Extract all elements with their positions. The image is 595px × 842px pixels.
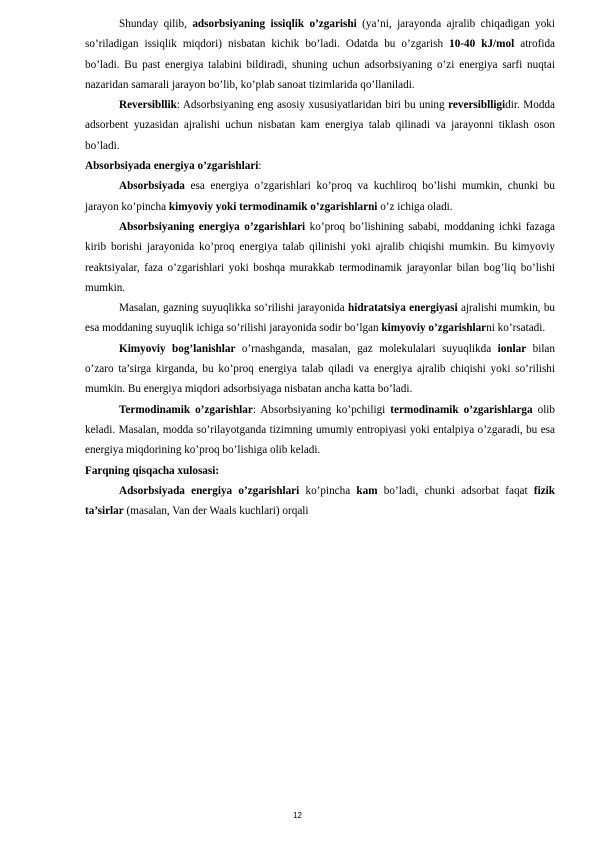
text-run: Shunday qilib,	[119, 18, 193, 30]
text-run: : Adsorbsiyaning eng asosiy xususiyatlaridan biri bu uning	[176, 99, 449, 112]
text-run: atrofida bo’ladi. Bu past energiya talabini bildiradi, shuning uchun adsorbsiyaning o’zi energiya sarfi nuqtai nazaridan samarali jarayon bo’lib, ko’plab sanoat tizimlarida qo’llaniladi.	[85, 38, 556, 91]
text-run: : Absorbsiyaning ko’pchiligi	[252, 403, 391, 416]
bold-term: Absorbsiyaning energiya o’zgarishlari	[119, 220, 306, 233]
text-run: Masalan, gazning suyuqlikka so’rilishi jarayonida	[119, 302, 348, 315]
body-paragraph	[85, 298, 555, 339]
document-page	[85, 14, 555, 521]
page-number: 12	[293, 811, 302, 820]
bold-term: ionlar	[497, 342, 527, 355]
bold-term: Absorbsiyada energiya o’zgarishlari	[85, 160, 259, 173]
body-paragraph	[85, 481, 555, 522]
bold-term: termodinamik o’zgarishlarga	[390, 403, 533, 416]
bold-term: Adsorbsiyada energiya o’zgarishlari	[119, 484, 300, 497]
bold-term: reversiblligi	[448, 99, 506, 112]
text-run: bo’ladi, chunki adsorbat faqat	[377, 484, 534, 497]
bold-term: kam	[356, 484, 378, 497]
body-paragraph	[85, 14, 555, 95]
bold-term: kimyoviy yoki termodinamik o’zgarishlarni	[168, 200, 378, 213]
bold-term: adsorbsiyaning issiqlik o’zgarishi	[192, 18, 357, 30]
section-heading	[85, 156, 555, 176]
text-run: olib keladi. Masalan, modda so’rilayotganda tizimning umumiy entropiyasi yoki entalpiya o’zgaradi, bu esa energiya miqdorining ko’proq bo’lishiga olib keladi.	[85, 403, 556, 457]
bold-term: hidratatsiya energiyasi	[347, 302, 458, 315]
body-paragraph	[85, 95, 555, 156]
bold-term: kimyoviy o’zgarishlar	[381, 322, 487, 335]
bold-term: 10-40 kJ/mol	[449, 38, 515, 51]
text-run: (ya’ni, jarayonda ajralib chiqadigan yoki so’riladigan issiqlik miqdori) nisbatan kichik bo’ladi. Odatda bu o’zgarish	[85, 18, 555, 51]
text-run: ko’proq bo’lishining sababi, moddaning ichki fazaga kirib borishi jarayonida ko’proq energiya talab qilinishi yoki ajralib chiqishi mumkin. Bu kimyoviy reaktsiyalar, faza o’zgarishlari yoki boshqa murakkab termodinamik jarayonlar bilan bog’liq bo’lishi mumkin.	[85, 220, 556, 294]
text-run: ni ko’rsatadi.	[486, 322, 546, 335]
text-run: o’rnashganda, masalan, gaz molekulalari suyuqlikda	[235, 342, 498, 355]
body-paragraph	[85, 339, 555, 400]
text-run: ajralishi mumkin, bu esa moddaning suyuqlik ichiga so’rilishi jarayonida sodir bo’lgan	[85, 302, 556, 335]
text-run: (masalan, Van der Waals kuchlari) orqali	[123, 505, 309, 518]
text-run: dir. Modda adsorbent yuzasidan ajralishi uchun nisbatan kam energiya talab qilinadi va jarayonni tiklash oson bo’ladi.	[85, 99, 555, 152]
body-paragraph	[85, 176, 555, 217]
text-run: ko’pincha	[299, 484, 357, 497]
body-paragraph	[85, 217, 555, 298]
bold-term: Absorbsiyada	[119, 180, 185, 193]
text-run: bilan o’zaro ta’sirga kirganda, bu ko’proq energiya talab qiladi va energiya ajralib chiqishi yoki so’rilishi mumkin. Bu energiya miqdori adsorbsiyaga nisbatan ancha katta bo’ladi.	[85, 342, 555, 396]
bold-term: Reversibllik	[119, 99, 177, 112]
bold-term: Termodinamik o’zgarishlar	[119, 403, 253, 416]
bold-term: Farqning qisqacha xulosasi:	[85, 464, 220, 477]
section-heading	[85, 461, 555, 481]
text-run: o’z ichiga oladi.	[377, 200, 453, 213]
text-run: :	[258, 160, 262, 173]
bold-term: Kimyoviy bog’lanishlar	[119, 342, 236, 355]
text-run: esa energiya o’zgarishlari ko’proq va kuchliroq bo’lishi mumkin, chunki bu jarayon ko’pincha	[85, 180, 555, 213]
body-paragraph	[85, 400, 555, 461]
bold-term: fizik ta’sirlar	[85, 484, 555, 518]
